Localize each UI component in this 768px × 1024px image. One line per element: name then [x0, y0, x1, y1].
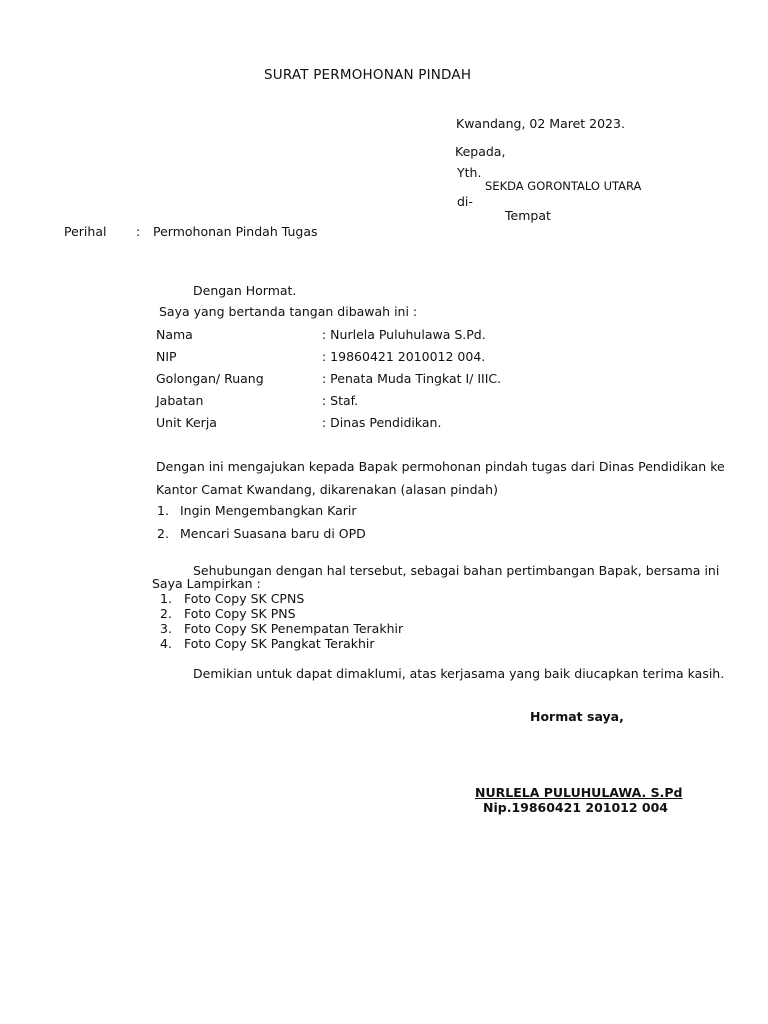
field-label: Jabatan	[156, 393, 204, 408]
signer-nip: Nip.19860421 201012 004	[483, 800, 669, 815]
field-value: : Staf.	[322, 393, 359, 408]
attachment-text: Foto Copy SK Penempatan Terakhir	[184, 621, 404, 636]
regards: Hormat saya,	[530, 709, 624, 724]
attachment-text: Foto Copy SK PNS	[184, 606, 296, 621]
recipient-name: SEKDA GORONTALO UTARA	[485, 179, 642, 193]
intro-text: Saya yang bertanda tangan dibawah ini :	[159, 304, 418, 319]
perihal-value: Permohonan Pindah Tugas	[153, 224, 318, 239]
perihal-label: Perihal	[64, 224, 107, 239]
attachment-number: 1.	[160, 591, 172, 606]
field-label: NIP	[156, 349, 177, 364]
request-line-2: Kantor Camat Kwandang, dikarenakan (alasan pindah)	[156, 482, 498, 497]
attachment-number: 4.	[160, 636, 172, 651]
closing-text: Demikian untuk dapat dimaklumi, atas kerjasama yang baik diucapkan terima kasih.	[193, 666, 725, 681]
request-line-1: Dengan ini mengajukan kepada Bapak permohonan pindah tugas dari Dinas Pendidikan ke	[156, 459, 725, 474]
field-value: : 19860421 2010012 004.	[322, 349, 486, 364]
attachment-number: 2.	[160, 606, 172, 621]
attachment-text: Foto Copy SK CPNS	[184, 591, 305, 606]
salutation: Dengan Hormat.	[193, 283, 297, 298]
tempat-label: Tempat	[505, 208, 551, 223]
reason-number: 1.	[157, 503, 169, 518]
reason-number: 2.	[157, 526, 169, 541]
attach-line-1: Sehubungan dengan hal tersebut, sebagai bahan pertimbangan Bapak, bersama ini	[193, 563, 720, 578]
perihal-colon: :	[136, 224, 141, 239]
field-label: Unit Kerja	[156, 415, 217, 430]
kepada-label: Kepada,	[455, 144, 506, 159]
field-value: : Nurlela Puluhulawa S.Pd.	[322, 327, 486, 342]
di-label: di-	[457, 194, 473, 209]
attachment-text: Foto Copy SK Pangkat Terakhir	[184, 636, 375, 651]
field-value: : Penata Muda Tingkat I/ IIIC.	[322, 371, 502, 386]
field-value: : Dinas Pendidikan.	[322, 415, 442, 430]
attach-line-2: Saya Lampirkan :	[152, 576, 261, 591]
reason-text: Ingin Mengembangkan Karir	[180, 503, 357, 518]
reason-text: Mencari Suasana baru di OPD	[180, 526, 366, 541]
place-date: Kwandang, 02 Maret 2023.	[456, 116, 625, 131]
attachment-number: 3.	[160, 621, 172, 636]
signer-name: NURLELA PULUHULAWA. S.Pd	[475, 785, 683, 800]
field-label: Nama	[156, 327, 193, 342]
letter-title: SURAT PERMOHONAN PINDAH	[264, 67, 472, 83]
yth-label: Yth.	[457, 165, 482, 180]
field-label: Golongan/ Ruang	[156, 371, 264, 386]
